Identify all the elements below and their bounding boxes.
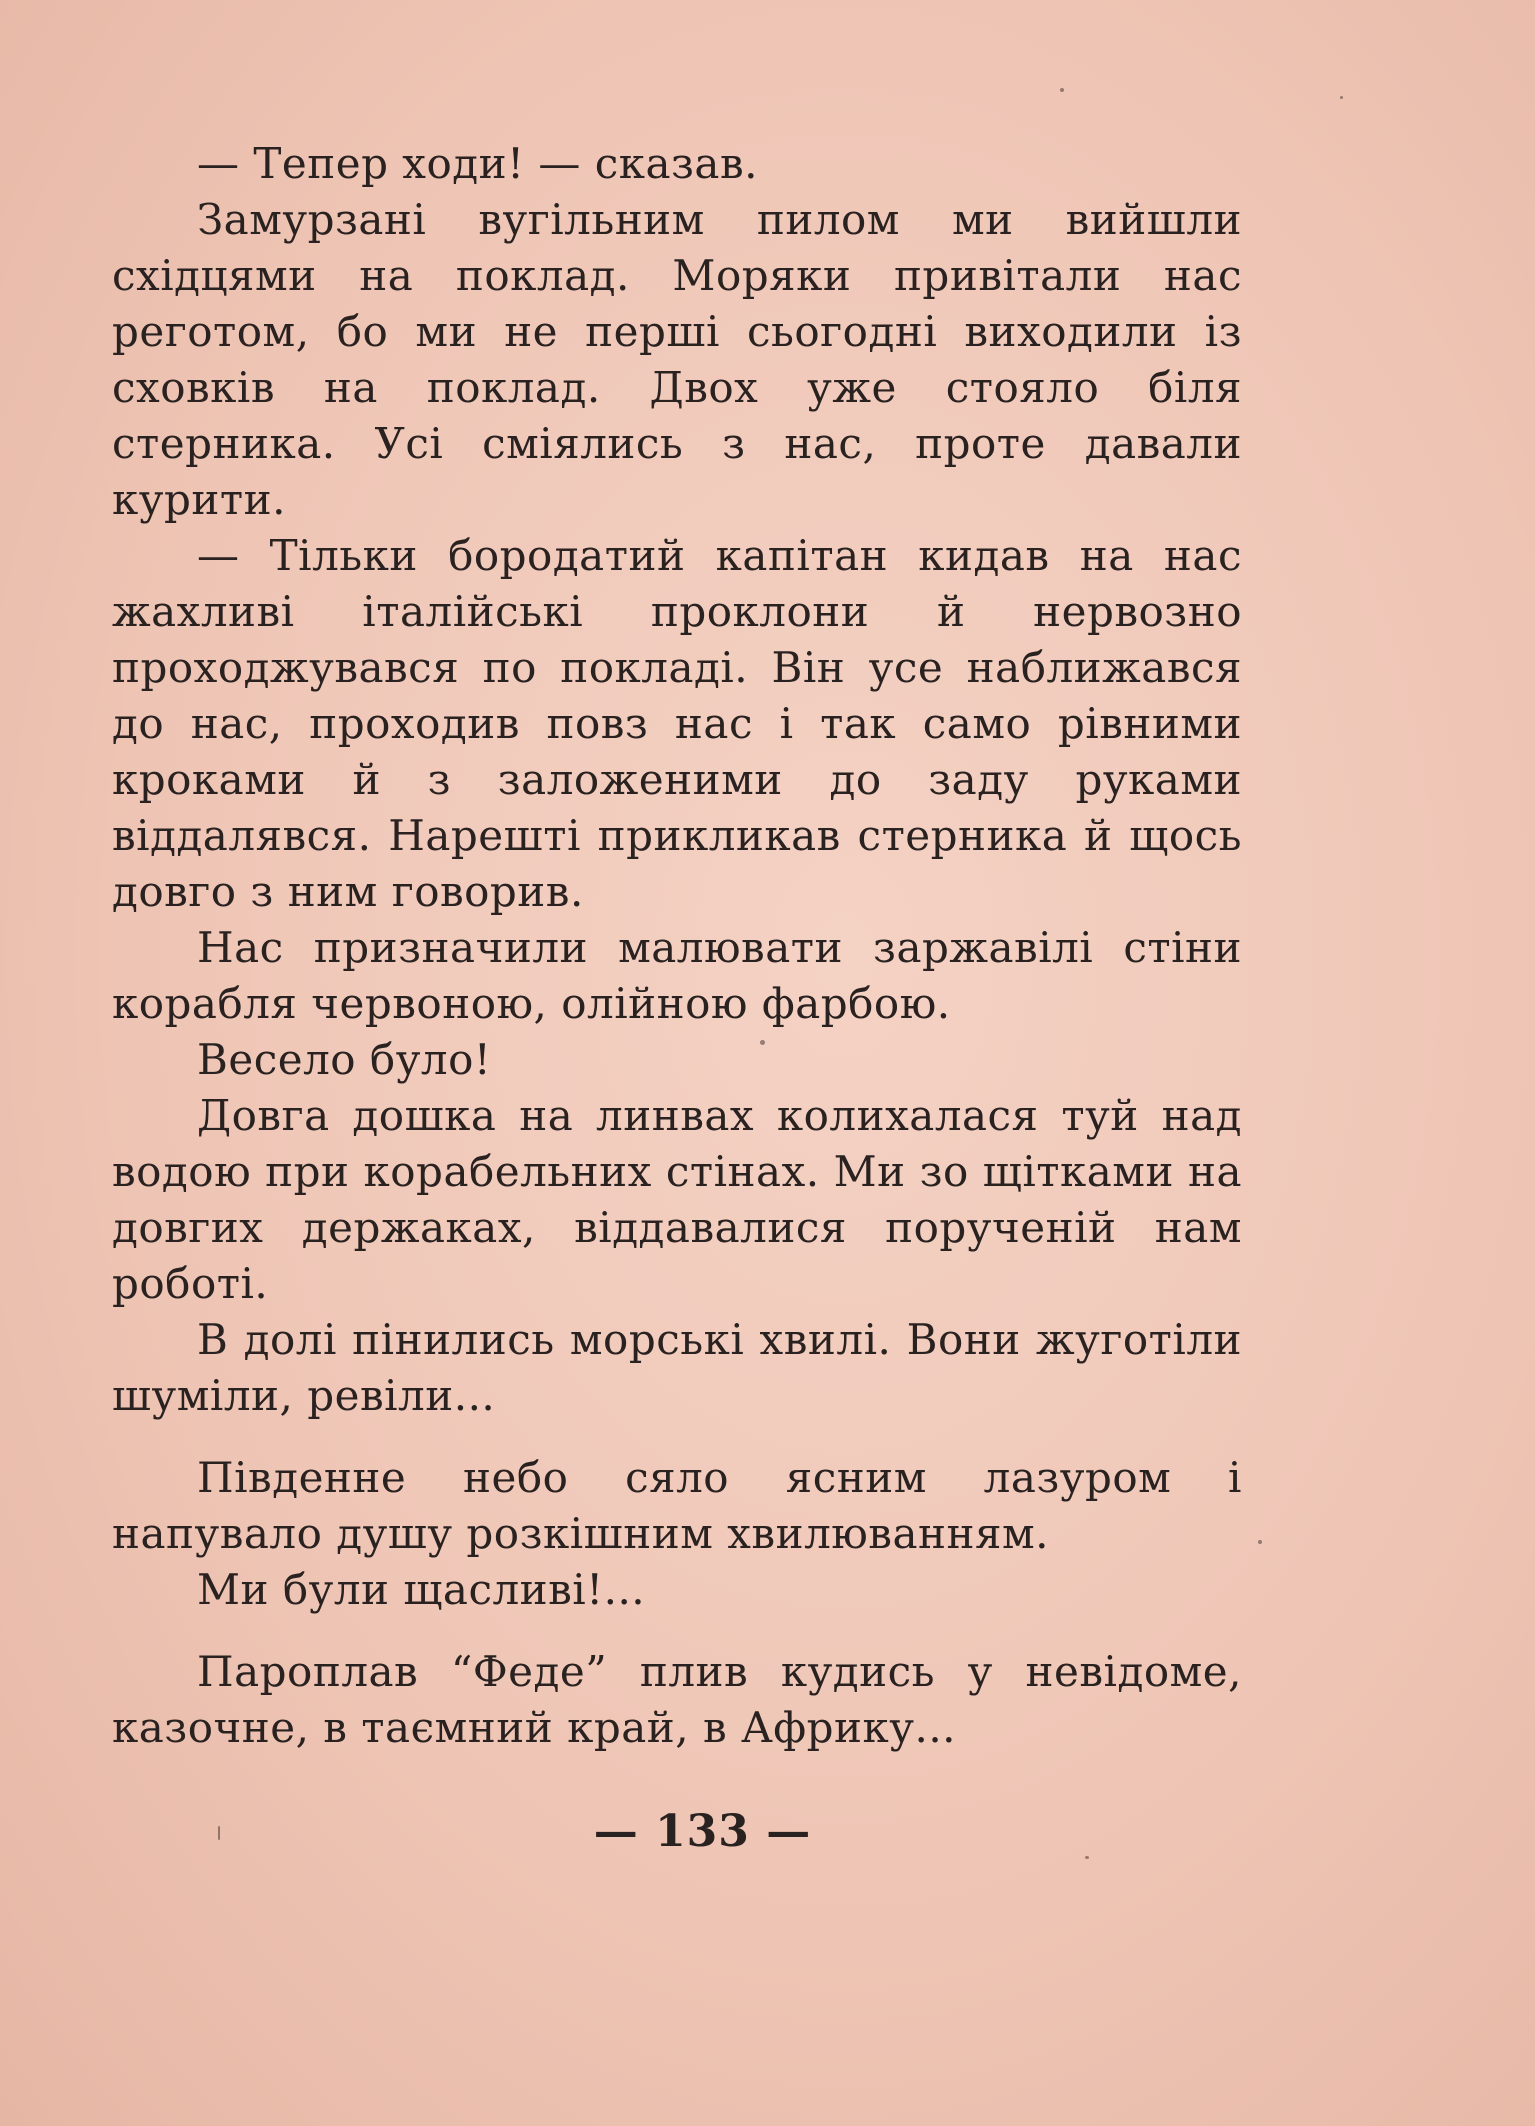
paragraph: Пароплав “Феде” плив кудись у невідоме, казочне, в таємний край, в Африку... [112, 1647, 1242, 1752]
paper-speck [1258, 1540, 1262, 1544]
paragraph: Нас призначили малювати заржавілі стіни корабля червоною, олійною фарбою. [112, 923, 1242, 1028]
paragraph: Південне небо сяло ясним лазуром і напувало душу розкішним хвилюванням. [112, 1453, 1242, 1558]
paragraph: Довга дошка на линвах колихалася туй над водою при корабельних стінах. Ми зо щітками на довгих держаках, віддавалися порученій нам роботі. [112, 1091, 1242, 1308]
paragraph: — Тільки бородатий капітан кидав на нас жахливі італійські проклони й нервозно проходжувався по покладі. Він усе наближався до нас, проходив повз нас і так само рівними кроками й з заложеними до заду руками віддалявся. Нарешті прикликав стерника й щось довго з ним говорив. [112, 531, 1242, 916]
paper-speck [1340, 96, 1343, 99]
paragraph: Весело було! [197, 1035, 492, 1084]
page-body-text [112, 136, 1242, 1756]
paper-speck [760, 1040, 765, 1045]
paragraph: — Тепер ходи! — сказав. [197, 139, 758, 188]
paragraph: В долі пінились морські хвилі. Вони жуготіли шуміли, ревіли... [112, 1315, 1242, 1420]
paper-speck [1060, 88, 1064, 92]
paper-speck [218, 1826, 220, 1840]
paper-speck [1085, 1856, 1089, 1859]
page-number: — 133 — [593, 1806, 812, 1857]
paragraph: Замурзані вугільним пилом ми вийшли східцями на поклад. Моряки привітали нас реготом, бо ми не перші сьогодні виходили із сховків на поклад. Двох уже стояло біля стерника. Усі сміялись з нас, проте давали курити. [112, 195, 1242, 524]
paragraph: Ми були щасливі!... [197, 1565, 646, 1614]
